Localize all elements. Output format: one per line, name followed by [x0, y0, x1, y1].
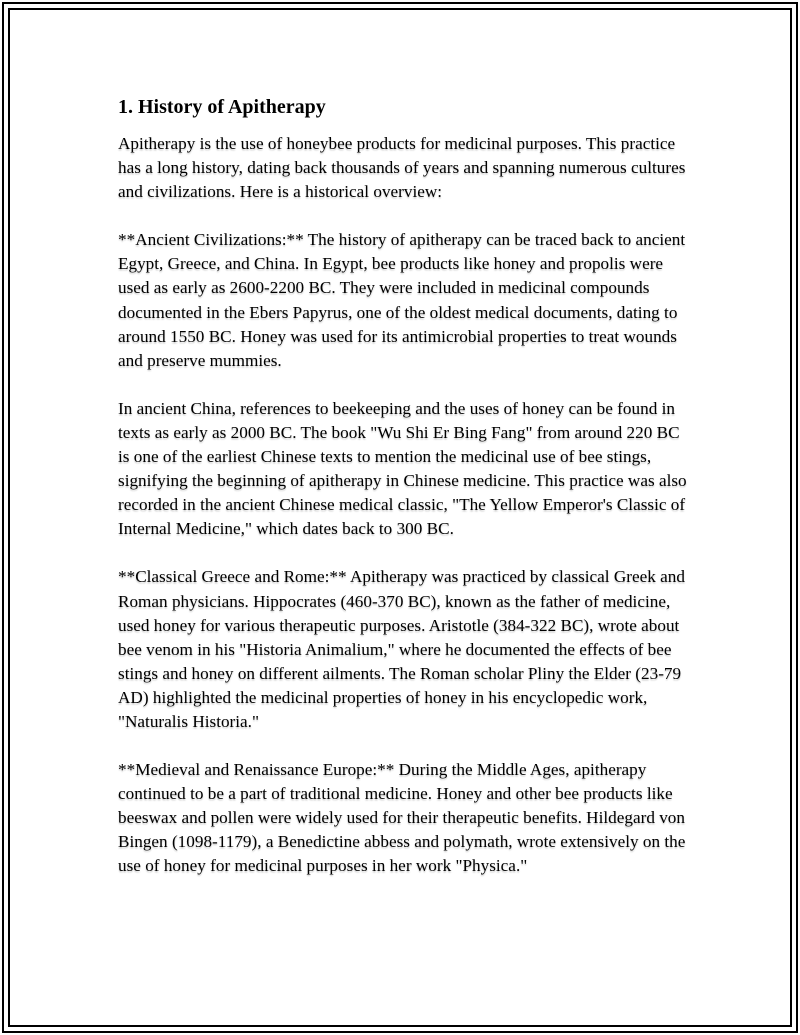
paragraph-ancient-china: In ancient China, references to beekeeping and the uses of honey can be found in texts as early as 2000 BC. The book "Wu Shi Er Bing Fang" from around 220 BC is one of the earliest Chinese texts to mention the medicinal use of bee stings, signifying the beginning of apitherapy in Chinese medicine. This practice was also recorded in the ancient Chinese medical classic, "The Yellow Emperor's Classic of Internal Medicine," which dates back to 300 BC.	[118, 398, 687, 539]
section-title: 1. History of Apitherapy	[118, 96, 326, 118]
paragraph-intro: Apitherapy is the use of honeybee products for medicinal purposes. This practice has a long history, dating back thousands of years and spanning numerous cultures and civilizations. Here is a historical overview:	[118, 134, 686, 202]
paragraph-classical-greece-rome: **Classical Greece and Rome:** Apitherapy was practiced by classical Greek and Roman physicians. Hippocrates (460-370 BC), known as the father of medicine, used honey for various therapeutic purposes. Aristotle (384-322 BC), wrote about bee venom in his "Historia Animalium," where he documented the effects of bee stings and honey on different ailments. The Roman scholar Pliny the Elder (23-79 AD) highlighted the medicinal properties of honey in his encyclopedic work, "Naturalis Historia."	[118, 567, 685, 731]
paragraph-ancient-civilizations: **Ancient Civilizations:** The history of apitherapy can be traced back to ancient Egypt, Greece, and China. In Egypt, bee products like honey and propolis were used as early as 2600-2200 BC. They were included in medicinal compounds documented in the Ebers Papyrus, one of the oldest medical documents, dating to around 1550 BC. Honey was used for its antimicrobial properties to treat wounds and preserve mummies.	[118, 230, 686, 370]
document-body	[118, 92, 688, 903]
paragraph-medieval-renaissance: **Medieval and Renaissance Europe:** During the Middle Ages, apitherapy continued to be a part of traditional medicine. Honey and other bee products like beeswax and pollen were widely used for their therapeutic benefits. Hildegard von Bingen (1098-1179), a Benedictine abbess and polymath, wrote extensively on the use of honey for medicinal purposes in her work "Physica."	[118, 760, 686, 876]
